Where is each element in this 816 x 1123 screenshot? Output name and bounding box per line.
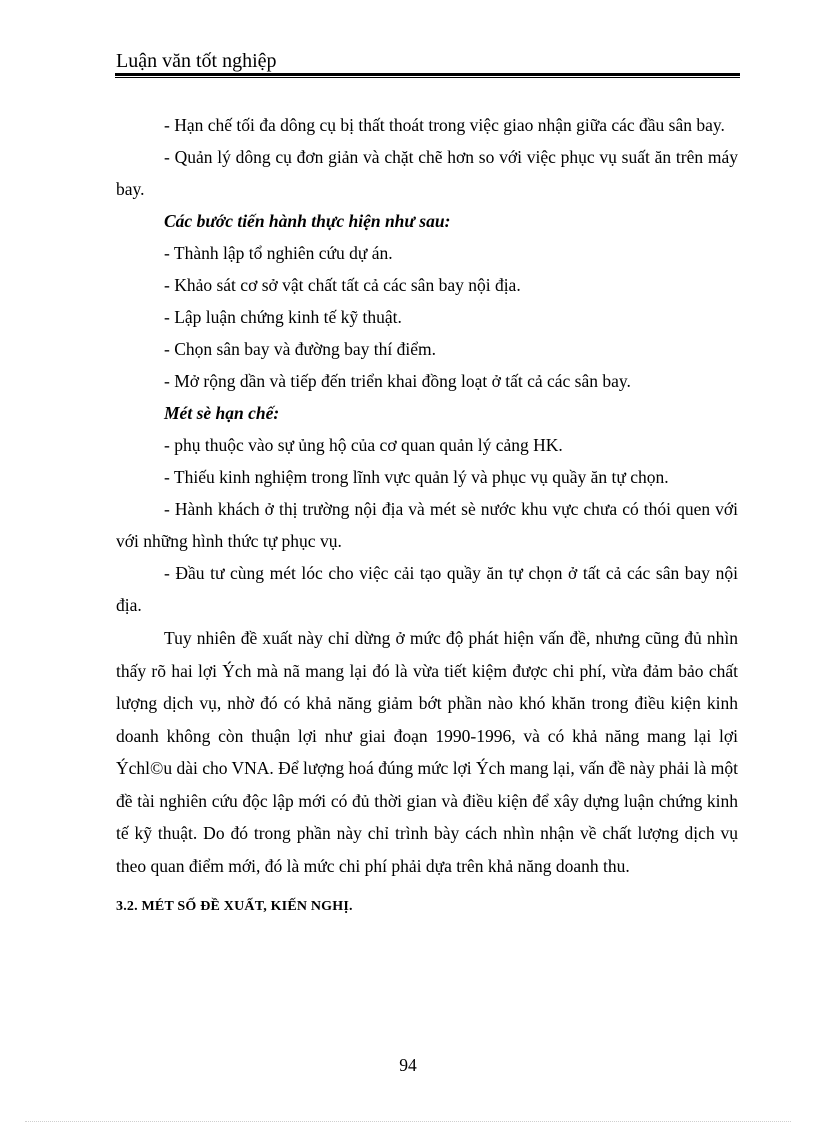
page-number: 94 bbox=[399, 1055, 417, 1075]
limits-heading: Mét sè hạn chế: bbox=[164, 403, 280, 423]
body-paragraph: Tuy nhiên đề xuất này chỉ dừng ở mức độ phát hiện vấn đề, nhưng cũng đủ nhìn thấy rõ hai lợi Ých mà nã mang lại đó là vừa tiết kiệm được chi phí, vừa đảm bảo chất lượng dịch vụ, nhờ đó có khả năng giảm bớt phần nào khó khăn trong điều kiện kinh doanh không còn thuận lợi như giai đoạn 1990-1996, và có khả năng mang lại lợi Ýchl©u dài cho VNA. Để lượng hoá đúng mức lợi Ých mang lại, vấn đề này phải là một đề tài nghiên cứu độc lập mới có đủ thời gian và điều kiện để xây dựng luận chứng kinh tế kỹ thuật. Do đó trong phần này chỉ trình bày cách nhìn nhận về chất lượng dịch vụ theo quan điểm mới, đó là mức chi phí phải dựa trên khả năng doanh thu. bbox=[116, 628, 738, 876]
step-item: - Chọn sân bay và đường bay thí điểm. bbox=[164, 339, 436, 359]
limit-item: - Hành khách ở thị trường nội địa và mét sè nước khu vực chưa có thói quen với với những hình thức tự phục vụ. bbox=[116, 499, 738, 551]
step-item: - Lập luận chứng kinh tế kỹ thuật. bbox=[164, 307, 402, 327]
bullet-item: - Quản lý dông cụ đơn giản và chặt chẽ hơn so với việc phục vụ suất ăn trên máy bay. bbox=[116, 147, 738, 199]
page-header-title: Luận văn tốt nghiệp bbox=[116, 50, 277, 72]
page-bottom-border bbox=[25, 1121, 791, 1122]
limit-item: - phụ thuộc vào sự ủng hộ của cơ quan quản lý cảng HK. bbox=[164, 435, 563, 455]
bullet-item: - Hạn chế tối đa dông cụ bị thất thoát trong việc giao nhận giữa các đầu sân bay. bbox=[164, 115, 725, 135]
header-rule-thin bbox=[115, 77, 740, 78]
limit-item: - Thiếu kinh nghiệm trong lĩnh vực quản lý và phục vụ quầy ăn tự chọn. bbox=[164, 467, 669, 487]
step-item: - Mở rộng dần và tiếp đến triển khai đồng loạt ở tất cả các sân bay. bbox=[164, 371, 631, 391]
steps-heading: Các bước tiến hành thực hiện như sau: bbox=[164, 211, 451, 231]
step-item: - Khảo sát cơ sở vật chất tất cả các sân bay nội địa. bbox=[164, 275, 521, 295]
header-rule-thick bbox=[115, 73, 740, 76]
step-item: - Thành lập tổ nghiên cứu dự án. bbox=[164, 243, 393, 263]
page-body bbox=[116, 109, 738, 923]
section-heading: 3.2. MÉT SỐ ĐỀ XUẤT, KIẾN NGHỊ. bbox=[116, 899, 353, 914]
limit-item: - Đầu tư cùng mét lóc cho việc cải tạo quầy ăn tự chọn ở tất cả các sân bay nội địa. bbox=[116, 563, 738, 615]
